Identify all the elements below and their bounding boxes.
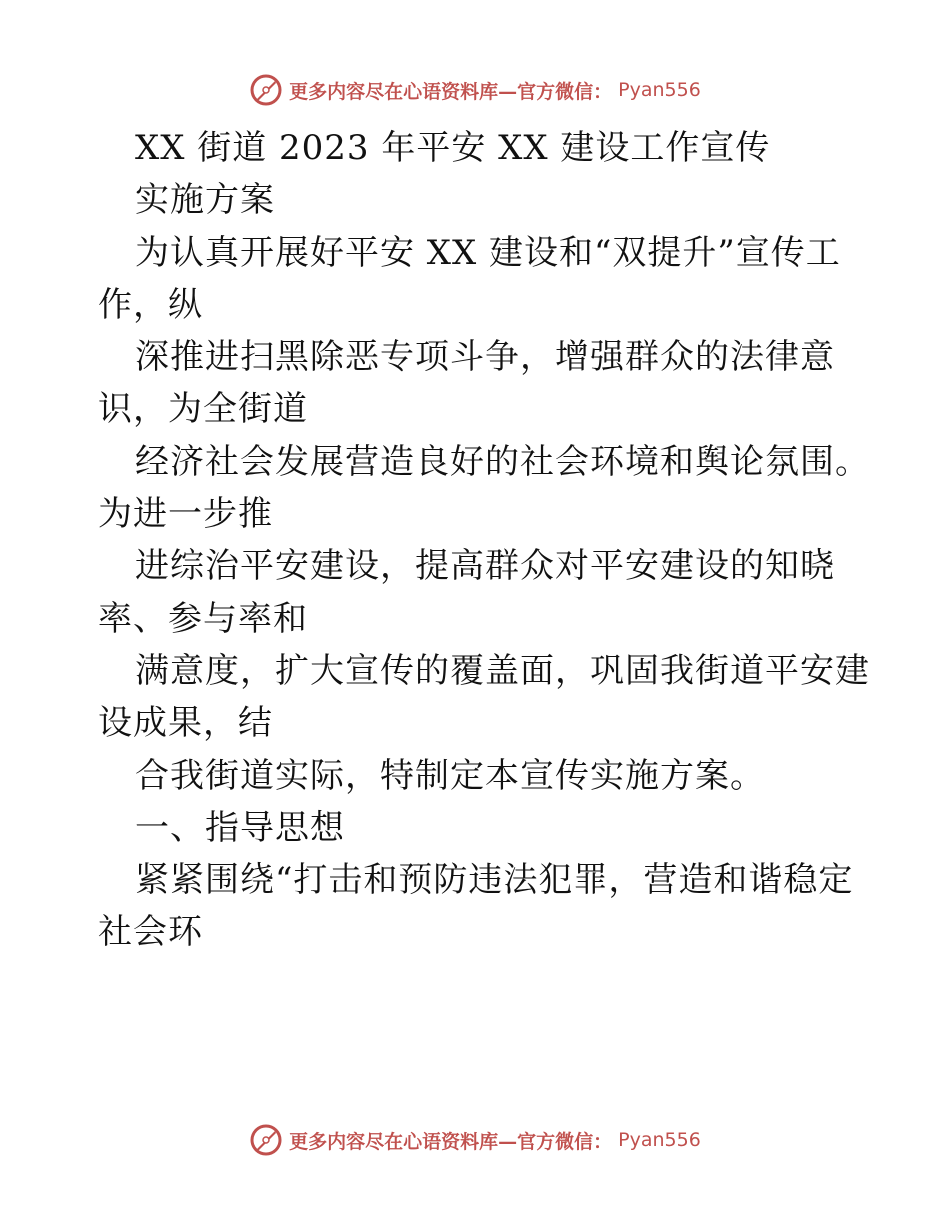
footer-watermark bbox=[0, 1120, 950, 1160]
document-line: 满意度，扩大宣传的覆盖面，巩固我街道平安建 bbox=[135, 650, 870, 691]
watermark-contact: Pyan556 bbox=[618, 1129, 701, 1151]
document-line: 紧紧围绕“打击和预防违法犯罪，营造和谐稳定 bbox=[135, 860, 854, 901]
document-line: 作，纵 bbox=[98, 284, 203, 325]
document-line: 识，为全街道 bbox=[98, 389, 308, 430]
watermark-contact: Pyan556 bbox=[618, 79, 701, 101]
header-watermark bbox=[0, 70, 950, 110]
pen-nib-circle-icon bbox=[249, 73, 283, 107]
document-line: 社会环 bbox=[98, 912, 203, 953]
document-line: 设成果，结 bbox=[98, 703, 273, 744]
document-line: 一、指导思想 bbox=[135, 807, 345, 848]
document-line: XX 街道 2023 年平安 XX 建设工作宣传 bbox=[135, 128, 771, 168]
document-line: 经济社会发展营造良好的社会环境和舆论氛围。 bbox=[135, 441, 870, 482]
pen-nib-circle-icon bbox=[249, 1123, 283, 1157]
watermark-text: 更多内容尽在心语资料库—官方微信： bbox=[289, 1130, 613, 1153]
watermark-text: 更多内容尽在心语资料库—官方微信： bbox=[289, 80, 613, 103]
document-line: 率、参与率和 bbox=[98, 598, 308, 639]
document-body bbox=[98, 122, 898, 959]
document-line: 合我街道实际，特制定本宣传实施方案。 bbox=[135, 755, 765, 796]
document-line: 深推进扫黑除恶专项斗争，增强群众的法律意 bbox=[135, 337, 835, 378]
document-line: 为进一步推 bbox=[98, 494, 273, 535]
document-line: 进综治平安建设，提高群众对平安建设的知晓 bbox=[135, 546, 835, 587]
document-line: 为认真开展好平安 XX 建设和“双提升”宣传工 bbox=[135, 232, 841, 273]
document-line: 实施方案 bbox=[135, 180, 275, 221]
